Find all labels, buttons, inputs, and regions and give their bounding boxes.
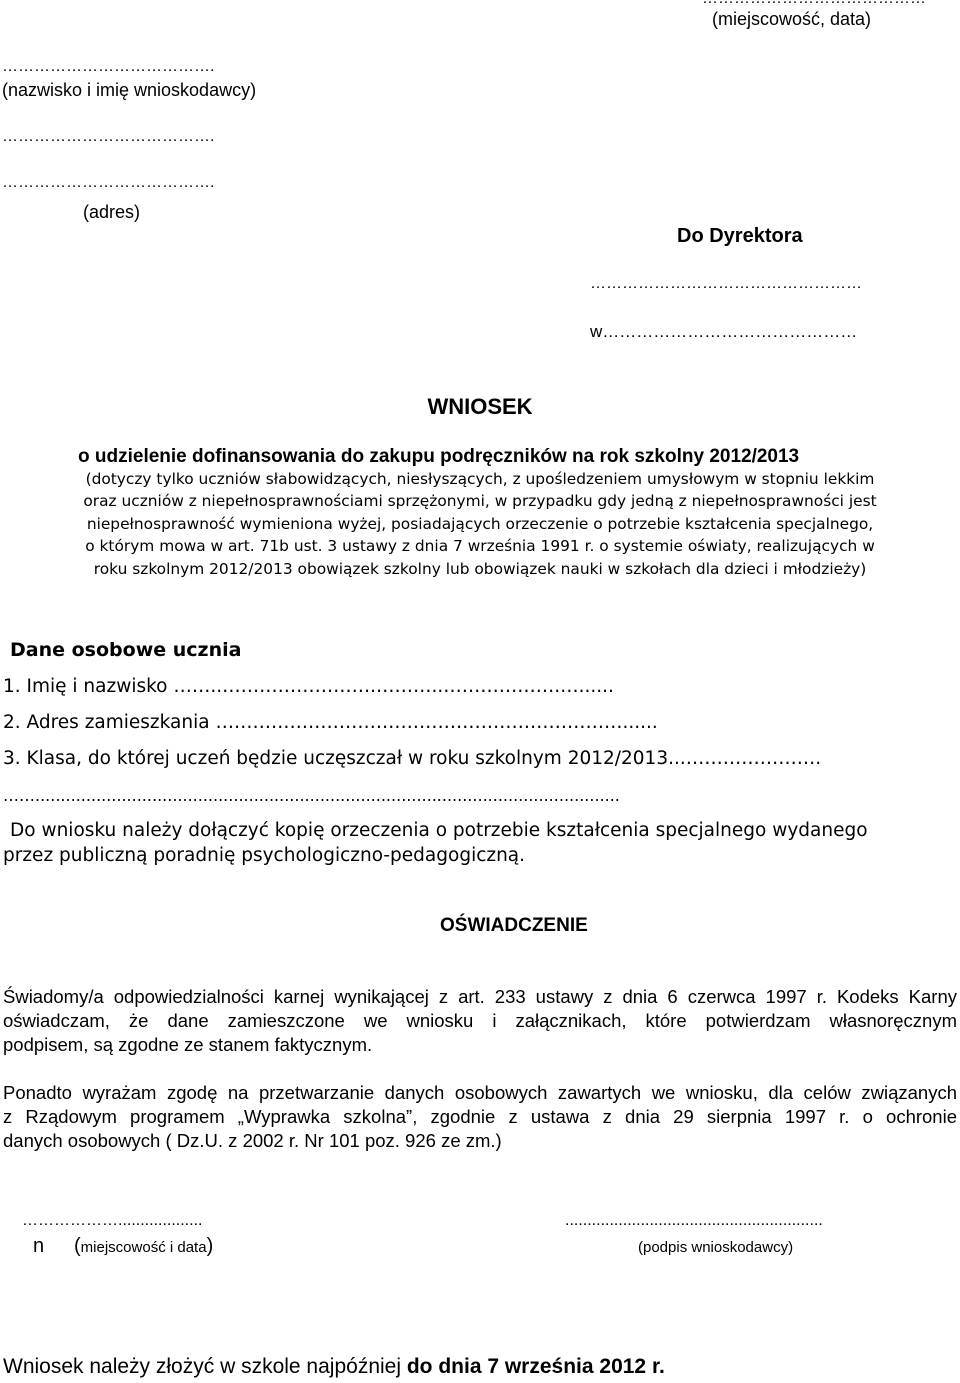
signature-left-dots: ………………................... <box>22 1212 203 1229</box>
description-line: oraz uczniów z niepełnosprawnościami sprzężonymi, w przypadku gdy jedną z niepełnosprawności jest <box>83 492 877 510</box>
attachment-note-line-1: Do wniosku należy dołączyć kopię orzeczenia o potrzebie kształcenia specjalnego wydanego <box>10 820 868 841</box>
address-dots-2: …………………………………. <box>2 174 215 191</box>
student-class-field-continuation: ……................................................................................................................... <box>3 786 620 805</box>
consent-line: z Rządowym programem „Wyprawka szkolna”, zgodnie z ustawa z dnia 29 sierpnia 1997 r. o ochronie <box>3 1106 957 1127</box>
place-date-dots <box>702 0 926 8</box>
signature-right-label: (podpis wnioskodawcy) <box>638 1239 794 1256</box>
submission-deadline-note <box>3 1355 665 1379</box>
document-title: WNIOSEK <box>427 394 533 419</box>
description-line: niepełnosprawność wymieniona wyżej, posiadających orzeczenie o potrzebie kształcenia specjalnego, <box>86 515 874 533</box>
declaration-paragraph-1 <box>3 985 957 1057</box>
place-date-label: (miejscowość, data) <box>712 9 872 29</box>
consent-line: Ponadto wyrażam zgodę na przetwarzanie danych osobowych zawartych we wniosku, dla celów związanych <box>3 1082 957 1103</box>
signature-left-label: (miejscowość i data) <box>74 1235 214 1257</box>
declaration-line: podpisem, są zgodne ze stanem faktycznym. <box>3 1034 373 1055</box>
student-address-field: 2. Adres zamieszkania …………………………………………………………...... <box>3 712 658 733</box>
declaration-paragraph-2 <box>3 1081 957 1153</box>
addressee-to: Do Dyrektora <box>677 225 803 247</box>
description-line: roku szkolnym 2012/2013 obowiązek szkolny lub obowiązek nauki w szkołach dla dzieci i młodzieży) <box>93 560 867 578</box>
document-subtitle: o udzielenie dofinansowania do zakupu podręczników na rok szkolny 2012/2013 <box>78 446 800 467</box>
addressee-dots: …………………………………………… <box>590 275 862 292</box>
closing-paren: ) <box>206 1235 214 1257</box>
attachment-note-line-2: przez publiczną poradnię psychologiczno-pedagogiczną. <box>3 845 526 866</box>
consent-line: danych osobowych ( Dz.U. z 2002 r. Nr 101 poz. 926 ze zm.) <box>3 1130 502 1151</box>
deadline-text: Wniosek należy złożyć w szkole najpóźniej <box>3 1355 407 1378</box>
declaration-heading: OŚWIADCZENIE <box>440 915 588 936</box>
signature-right-dots: .......................................................... <box>565 1212 823 1229</box>
addressee-w-line: w……………………………………… <box>590 322 858 341</box>
student-class-field: 3. Klasa, do której uczeń będzie uczęszczał w roku szkolnym 2012/2013...…………………. <box>3 748 822 769</box>
name-dots: …………………………………. <box>2 58 215 75</box>
declaration-line: oświadczam, że dane zamieszczone we wniosku i załącznikach, które potwierdzam własnoręcznym <box>3 1010 957 1031</box>
address-label: (adres) <box>83 202 141 222</box>
description-line: o którym mowa w art. 71b ust. 3 ustawy z dnia 7 września 1991 r. o systemie oświaty, realizujących w <box>85 537 875 555</box>
deadline-date: do dnia 7 września 2012 r. <box>406 1355 665 1378</box>
description-line: (dotyczy tylko uczniów słabowidzących, niesłyszących, z upośledzeniem umysłowym w stopniu lekkim <box>85 470 875 488</box>
name-label: (nazwisko i imię wnioskodawcy) <box>2 80 257 100</box>
place-date-caption: miejscowość i data <box>80 1239 207 1256</box>
student-section-heading: Dane osobowe ucznia <box>10 639 242 661</box>
address-dots-1: …………………………………. <box>2 128 215 145</box>
signature-left-n: n <box>33 1235 45 1257</box>
student-name-field: 1. Imię i nazwisko ……..…………………….………..……………….…...... <box>3 676 614 697</box>
declaration-line: Świadomy/a odpowiedzialności karnej wynikającej z art. 233 ustawy z dnia 6 czerwca 1997 r. Kodeks Karny <box>3 986 957 1007</box>
